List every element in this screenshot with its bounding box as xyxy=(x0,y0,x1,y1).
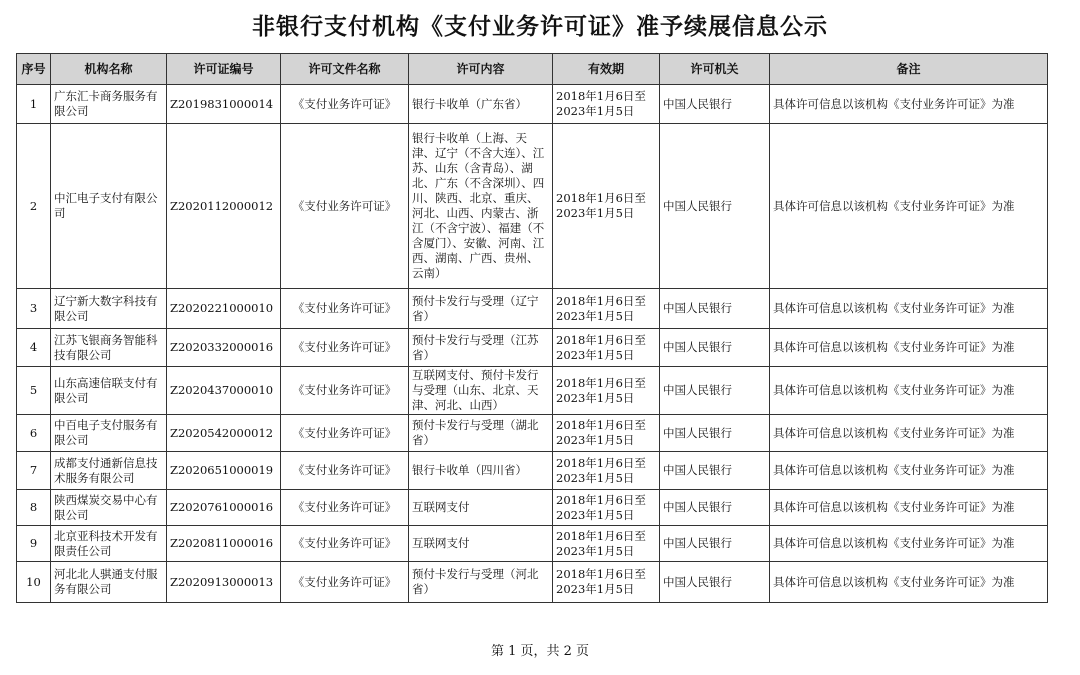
cell-remark: 具体许可信息以该机构《支付业务许可证》为准 xyxy=(770,562,1048,603)
cell-authority: 中国人民银行 xyxy=(660,85,770,124)
cell-validity: 2018年1月6日至2023年1月5日 xyxy=(553,367,660,415)
cell-license-content: 预付卡发行与受理（辽宁省） xyxy=(409,289,553,329)
header-remark: 备注 xyxy=(770,54,1048,85)
cell-license-no: Z2020542000012 xyxy=(167,415,281,452)
table-row xyxy=(17,526,1048,562)
cell-seq: 1 xyxy=(17,85,51,124)
cell-institution-name: 辽宁新大数字科技有限公司 xyxy=(51,289,167,329)
cell-seq: 7 xyxy=(17,452,51,490)
cell-validity: 2018年1月6日至2023年1月5日 xyxy=(553,490,660,526)
cell-remark: 具体许可信息以该机构《支付业务许可证》为准 xyxy=(770,490,1048,526)
cell-license-doc: 《支付业务许可证》 xyxy=(281,415,409,452)
cell-authority: 中国人民银行 xyxy=(660,289,770,329)
cell-validity: 2018年1月6日至2023年1月5日 xyxy=(553,329,660,367)
cell-validity: 2018年1月6日至2023年1月5日 xyxy=(553,562,660,603)
table-row xyxy=(17,415,1048,452)
header-seq: 序号 xyxy=(17,54,51,85)
page-title: 非银行支付机构《支付业务许可证》准予续展信息公示 xyxy=(252,13,828,40)
header-license-content: 许可内容 xyxy=(409,54,553,85)
cell-license-content: 互联网支付 xyxy=(409,526,553,562)
cell-seq: 10 xyxy=(17,562,51,603)
table-row xyxy=(17,85,1048,124)
table-row xyxy=(17,289,1048,329)
table-header-row xyxy=(17,54,1048,85)
cell-seq: 9 xyxy=(17,526,51,562)
cell-license-content: 预付卡发行与受理（河北省） xyxy=(409,562,553,603)
header-validity: 有效期 xyxy=(553,54,660,85)
cell-validity: 2018年1月6日至2023年1月5日 xyxy=(553,526,660,562)
cell-seq: 3 xyxy=(17,289,51,329)
cell-license-no: Z2020811000016 xyxy=(167,526,281,562)
cell-validity: 2018年1月6日至2023年1月5日 xyxy=(553,124,660,289)
cell-license-doc: 《支付业务许可证》 xyxy=(281,452,409,490)
cell-license-no: Z2020437000010 xyxy=(167,367,281,415)
table-row xyxy=(17,367,1048,415)
table-row xyxy=(17,124,1048,289)
table-row xyxy=(17,562,1048,603)
page-footer: 第 1 页，共 2 页 xyxy=(490,644,590,659)
cell-remark: 具体许可信息以该机构《支付业务许可证》为准 xyxy=(770,367,1048,415)
cell-institution-name: 广东汇卡商务服务有限公司 xyxy=(51,85,167,124)
cell-license-doc: 《支付业务许可证》 xyxy=(281,367,409,415)
cell-license-doc: 《支付业务许可证》 xyxy=(281,124,409,289)
cell-remark: 具体许可信息以该机构《支付业务许可证》为准 xyxy=(770,289,1048,329)
cell-license-content: 银行卡收单（四川省） xyxy=(409,452,553,490)
table-row xyxy=(17,490,1048,526)
cell-institution-name: 陕西煤炭交易中心有限公司 xyxy=(51,490,167,526)
cell-authority: 中国人民银行 xyxy=(660,124,770,289)
cell-license-content: 银行卡收单（广东省） xyxy=(409,85,553,124)
license-table xyxy=(16,53,1048,603)
cell-authority: 中国人民银行 xyxy=(660,526,770,562)
cell-license-content: 互联网支付、预付卡发行与受理（山东、北京、天津、河北、山西） xyxy=(409,367,553,415)
cell-license-no: Z2020221000010 xyxy=(167,289,281,329)
header-authority: 许可机关 xyxy=(660,54,770,85)
cell-authority: 中国人民银行 xyxy=(660,490,770,526)
cell-license-no: Z2020761000016 xyxy=(167,490,281,526)
table-row xyxy=(17,329,1048,367)
cell-seq: 6 xyxy=(17,415,51,452)
cell-license-doc: 《支付业务许可证》 xyxy=(281,329,409,367)
header-institution-name: 机构名称 xyxy=(51,54,167,85)
cell-authority: 中国人民银行 xyxy=(660,415,770,452)
cell-validity: 2018年1月6日至2023年1月5日 xyxy=(553,415,660,452)
header-license-no: 许可证编号 xyxy=(167,54,281,85)
cell-authority: 中国人民银行 xyxy=(660,562,770,603)
header-license-doc: 许可文件名称 xyxy=(281,54,409,85)
cell-remark: 具体许可信息以该机构《支付业务许可证》为准 xyxy=(770,329,1048,367)
cell-seq: 2 xyxy=(17,124,51,289)
cell-remark: 具体许可信息以该机构《支付业务许可证》为准 xyxy=(770,452,1048,490)
cell-license-doc: 《支付业务许可证》 xyxy=(281,562,409,603)
cell-seq: 8 xyxy=(17,490,51,526)
cell-institution-name: 河北北人骐通支付服务有限公司 xyxy=(51,562,167,603)
cell-institution-name: 中汇电子支付有限公司 xyxy=(51,124,167,289)
cell-license-no: Z2020651000019 xyxy=(167,452,281,490)
cell-license-content: 互联网支付 xyxy=(409,490,553,526)
cell-remark: 具体许可信息以该机构《支付业务许可证》为准 xyxy=(770,526,1048,562)
cell-license-doc: 《支付业务许可证》 xyxy=(281,289,409,329)
cell-license-doc: 《支付业务许可证》 xyxy=(281,85,409,124)
cell-license-no: Z2019831000014 xyxy=(167,85,281,124)
cell-license-content: 预付卡发行与受理（江苏省） xyxy=(409,329,553,367)
cell-license-content: 预付卡发行与受理（湖北省） xyxy=(409,415,553,452)
cell-seq: 5 xyxy=(17,367,51,415)
cell-license-content: 银行卡收单（上海、天津、辽宁（不含大连）、江苏、山东（含青岛）、湖北、广东（不含深圳）、四川、陕西、北京、重庆、河北、山西、内蒙古、浙江（不含宁波）、福建（不含厦门）、安徽、河南、江西、湖南、广西、贵州、云南） xyxy=(409,124,553,289)
cell-license-doc: 《支付业务许可证》 xyxy=(281,526,409,562)
cell-institution-name: 江苏飞银商务智能科技有限公司 xyxy=(51,329,167,367)
cell-validity: 2018年1月6日至2023年1月5日 xyxy=(553,452,660,490)
cell-institution-name: 山东高速信联支付有限公司 xyxy=(51,367,167,415)
cell-institution-name: 中百电子支付服务有限公司 xyxy=(51,415,167,452)
cell-license-no: Z2020112000012 xyxy=(167,124,281,289)
cell-validity: 2018年1月6日至2023年1月5日 xyxy=(553,85,660,124)
cell-remark: 具体许可信息以该机构《支付业务许可证》为准 xyxy=(770,415,1048,452)
cell-remark: 具体许可信息以该机构《支付业务许可证》为准 xyxy=(770,124,1048,289)
cell-seq: 4 xyxy=(17,329,51,367)
table-row xyxy=(17,452,1048,490)
cell-authority: 中国人民银行 xyxy=(660,329,770,367)
cell-institution-name: 北京亚科技术开发有限责任公司 xyxy=(51,526,167,562)
cell-license-doc: 《支付业务许可证》 xyxy=(281,490,409,526)
cell-authority: 中国人民银行 xyxy=(660,452,770,490)
cell-validity: 2018年1月6日至2023年1月5日 xyxy=(553,289,660,329)
cell-institution-name: 成都支付通新信息技术服务有限公司 xyxy=(51,452,167,490)
cell-license-no: Z2020913000013 xyxy=(167,562,281,603)
cell-license-no: Z2020332000016 xyxy=(167,329,281,367)
cell-remark: 具体许可信息以该机构《支付业务许可证》为准 xyxy=(770,85,1048,124)
cell-authority: 中国人民银行 xyxy=(660,367,770,415)
